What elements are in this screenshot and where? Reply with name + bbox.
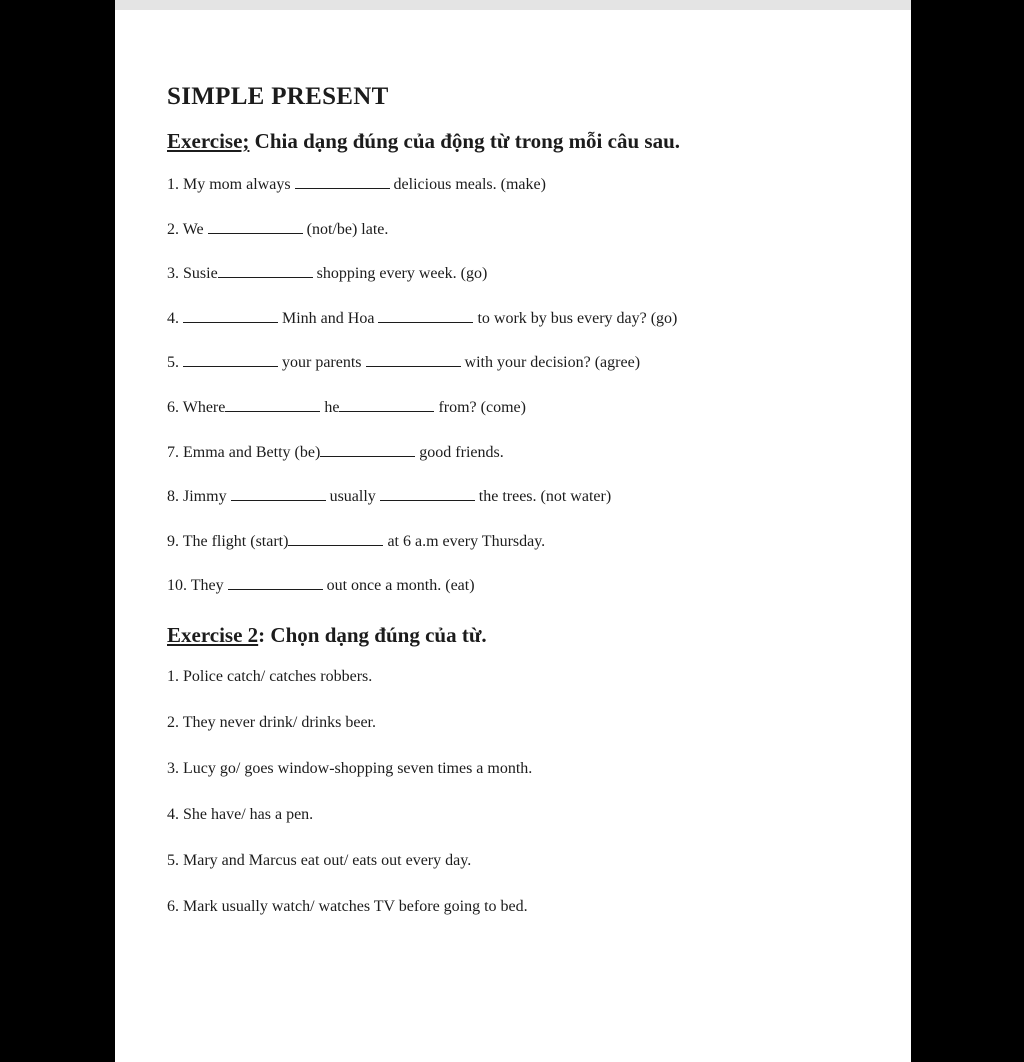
exercise-2-sentence-list xyxy=(167,664,867,940)
answer-blank xyxy=(208,218,303,234)
answer-blank xyxy=(378,307,473,323)
sentence-3: 3. Lucy go/ goes window-shopping seven times a month. xyxy=(167,759,533,777)
question-3 xyxy=(167,261,867,306)
question-1 xyxy=(167,172,867,217)
question-8 xyxy=(167,484,867,529)
sentence-2: 2. They never drink/ drinks beer. xyxy=(167,713,376,731)
answer-blank xyxy=(183,351,278,367)
sentence-4: 4. She have/ has a pen. xyxy=(167,805,314,823)
answer-blank xyxy=(183,307,278,323)
answer-blank xyxy=(366,351,461,367)
question-text: your parents xyxy=(278,354,366,372)
question-text: 1. My mom always xyxy=(167,176,295,193)
question-10 xyxy=(167,573,867,618)
document-title: SIMPLE PRESENT xyxy=(167,83,389,110)
question-text: 3. Susie xyxy=(167,265,218,283)
answer-blank xyxy=(380,485,475,501)
answer-blank xyxy=(288,530,383,546)
question-text: 2. We xyxy=(167,220,208,238)
question-7 xyxy=(167,440,867,485)
answer-blank xyxy=(339,396,434,412)
exercise-1-instruction: Chia dạng đúng của động từ trong mỗi câu sau. xyxy=(249,129,680,153)
answer-blank xyxy=(231,485,326,501)
question-text: (not/be) late. xyxy=(302,220,389,238)
question-text: with your decision? (agree) xyxy=(460,354,641,372)
question-9 xyxy=(167,529,867,574)
question-text: 9. The flight (start) xyxy=(167,532,289,550)
question-6 xyxy=(167,395,867,440)
question-text: 10. They xyxy=(167,577,228,595)
document-page xyxy=(115,0,911,1062)
question-text: shopping every week. (go) xyxy=(312,265,488,283)
question-text: usually xyxy=(325,488,380,506)
question-text: from? (come) xyxy=(434,398,526,416)
question-text: Minh and Hoa xyxy=(278,309,379,327)
question-5 xyxy=(167,350,867,395)
question-text: he xyxy=(320,398,340,416)
sentence-5: 5. Mary and Marcus eat out/ eats out every day. xyxy=(167,851,472,869)
exercise-2-heading xyxy=(167,620,867,650)
answer-blank xyxy=(295,173,390,189)
question-text: 5. xyxy=(167,354,183,372)
question-text: 7. Emma and Betty (be) xyxy=(167,443,321,461)
answer-blank xyxy=(320,441,415,457)
question-text: out once a month. (eat) xyxy=(322,577,475,595)
sentence-6: 6. Mark usually watch/ watches TV before going to bed. xyxy=(167,897,528,915)
answer-blank xyxy=(225,396,320,412)
exercise-1-question-list xyxy=(167,172,867,618)
exercise-1-label: Exercise; xyxy=(167,129,250,153)
question-text: at 6 a.m every Thursday. xyxy=(383,532,546,550)
question-text: good friends. xyxy=(415,443,504,461)
question-text: 4. xyxy=(167,309,183,327)
question-text: to work by bus every day? (go) xyxy=(473,309,678,327)
exercise-2-instruction: : Chọn dạng đúng của từ. xyxy=(258,622,487,647)
question-text: 8. Jimmy xyxy=(167,488,231,506)
exercise-2-label: Exercise 2 xyxy=(167,622,259,647)
question-text: 6. Where xyxy=(167,398,226,416)
page-top-edge xyxy=(115,0,911,10)
question-4 xyxy=(167,306,867,351)
question-text: the trees. (not water) xyxy=(474,488,612,506)
exercise-1-heading xyxy=(167,126,867,156)
question-2 xyxy=(167,217,867,262)
answer-blank xyxy=(218,262,313,278)
question-text: delicious meals. (make) xyxy=(389,176,546,193)
answer-blank xyxy=(228,574,323,590)
sentence-1: 1. Police catch/ catches robbers. xyxy=(167,667,373,685)
worksheet-content xyxy=(167,80,867,940)
